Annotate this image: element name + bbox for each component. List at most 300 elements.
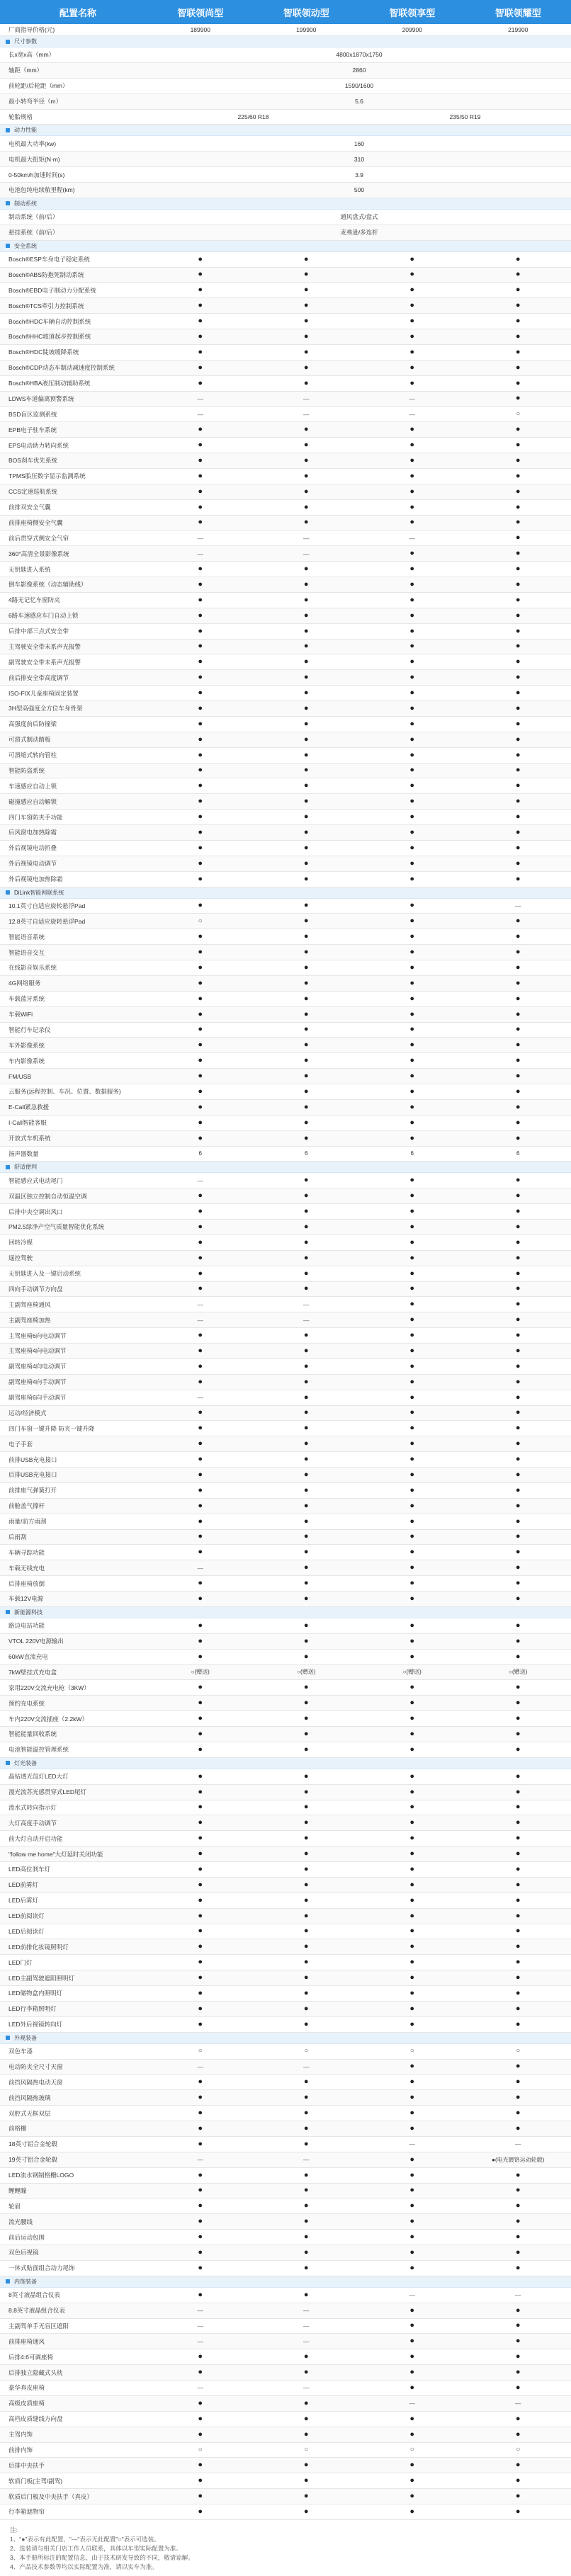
included-dot-icon: ● [409, 2476, 415, 2485]
row-label: 在线影音娱乐系统 [9, 964, 57, 972]
included-dot-icon: ● [515, 2186, 521, 2195]
model-cell [147, 1266, 254, 1281]
model-cell [359, 1499, 465, 1514]
included-dot-icon: ● [409, 978, 415, 987]
cell-value: ○(赠送) [402, 1669, 422, 1676]
model-cell [359, 2427, 465, 2442]
included-dot-icon: ● [198, 766, 203, 775]
included-dot-icon: ● [409, 1942, 415, 1951]
model-cell [147, 1499, 254, 1514]
included-dot-icon: ● [515, 932, 521, 941]
not-included-dash-icon: — [303, 2062, 310, 2070]
included-dot-icon: ● [303, 1621, 309, 1630]
model-cell [147, 2184, 254, 2198]
model-cell [359, 1939, 465, 1954]
section-header [0, 198, 571, 210]
table-row [0, 992, 571, 1007]
included-dot-icon: ● [198, 642, 203, 651]
included-dot-icon: ● [515, 1176, 521, 1185]
model-cell [147, 1742, 254, 1757]
model-cell [254, 2443, 360, 2458]
model-cell [254, 392, 360, 407]
model-cell [254, 407, 360, 421]
included-dot-icon: ● [198, 1331, 203, 1340]
model-cell [359, 1038, 465, 1052]
row-label: LED高位刹车灯 [9, 1866, 51, 1873]
included-dot-icon: ● [198, 2414, 203, 2423]
model-cell [147, 1650, 254, 1664]
included-dot-icon: ● [409, 254, 415, 263]
included-dot-icon: ● [303, 2201, 309, 2211]
model-cell [359, 1147, 465, 1162]
included-dot-icon: ● [515, 1191, 521, 1201]
included-dot-icon: ● [303, 901, 309, 910]
model-cell [147, 2396, 254, 2411]
model-cell [254, 2152, 360, 2167]
row-label: 双色后视镜 [9, 2249, 39, 2257]
table-row [0, 1312, 571, 1328]
included-dot-icon: ● [303, 1331, 309, 1340]
included-dot-icon: ● [198, 1729, 203, 1738]
row-label: 路边电站功能 [9, 1622, 45, 1630]
included-dot-icon: ● [409, 378, 415, 387]
table-row [0, 748, 571, 764]
included-dot-icon: ● [303, 1237, 309, 1247]
row-label: 厂商指导价格(元) [9, 26, 55, 33]
included-dot-icon: ● [303, 1377, 309, 1386]
not-included-dash-icon: — [303, 534, 310, 542]
included-dot-icon: ● [515, 285, 521, 295]
table-row [0, 1053, 571, 1069]
row-label: LED储物盒内照明灯 [9, 1990, 63, 1997]
model-cell [254, 1375, 360, 1390]
table-row [0, 2381, 571, 2396]
model-cell [147, 2214, 254, 2229]
model-cell [147, 1220, 254, 1235]
included-dot-icon: ● [515, 2004, 521, 2013]
included-dot-icon: ● [198, 1532, 203, 1541]
included-dot-icon: ● [303, 455, 309, 465]
row-label: 软质后门板及中央扶手（真皮） [9, 2492, 94, 2500]
model-cell [147, 1421, 254, 1436]
model-cell [147, 2303, 254, 2318]
model-cell [147, 764, 254, 778]
section-marker-icon [6, 244, 10, 248]
model-cell [147, 701, 254, 716]
model-cell [254, 593, 360, 608]
model-cell [254, 1452, 360, 1467]
included-dot-icon: ● [409, 1698, 415, 1708]
included-dot-icon: ● [515, 2414, 521, 2423]
model-cell [254, 1986, 360, 2001]
table-row [0, 562, 571, 577]
included-dot-icon: ● [303, 719, 309, 728]
table-row [0, 1344, 571, 1359]
included-dot-icon: ● [515, 1485, 521, 1494]
included-dot-icon: ● [198, 1086, 203, 1096]
model-cell [359, 577, 465, 592]
model-cell [465, 1862, 571, 1877]
included-dot-icon: ● [515, 1392, 521, 1402]
model-cell [147, 1846, 254, 1861]
model-cell [359, 872, 465, 887]
model-cell [147, 2044, 254, 2059]
model-cell [465, 2489, 571, 2504]
model-cell [254, 1955, 360, 1970]
included-dot-icon: ● [409, 858, 415, 868]
model-cell [254, 1878, 360, 1893]
footnote-line: 3、本手册所标注的配置信息，由于技术研发导致的不同，敬请谅解。 [10, 2553, 194, 2561]
section-header [0, 2033, 571, 2044]
model-cell [254, 701, 360, 716]
model-cell [359, 1785, 465, 1800]
model-cell [147, 1939, 254, 1954]
optional-ring-icon: ○ [409, 2047, 414, 2055]
table-row [0, 1970, 571, 1986]
model-cell [147, 2288, 254, 2303]
model-cell [254, 2261, 360, 2276]
table-row [0, 778, 571, 794]
table-row [0, 298, 571, 314]
model-cell [254, 624, 360, 639]
model-cell [147, 1831, 254, 1846]
model-cell [147, 1131, 254, 1146]
model-cell [465, 2121, 571, 2136]
model-cell [254, 1328, 360, 1343]
model-cell [465, 1846, 571, 1861]
row-label: Bosch®ABS防抱死制动系统 [9, 271, 84, 278]
included-dot-icon: ● [198, 471, 203, 480]
model-cell [147, 2090, 254, 2105]
not-included-dash-icon: — [303, 2156, 310, 2164]
model-cell [465, 976, 571, 991]
table-row [0, 167, 571, 183]
model-cell [147, 2473, 254, 2488]
section-marker-icon [6, 2279, 10, 2283]
table-row [0, 654, 571, 670]
included-dot-icon: ● [409, 781, 415, 790]
cell-value: ○(赠送) [191, 1669, 210, 1676]
included-dot-icon: ● [515, 1056, 521, 1065]
included-dot-icon: ● [303, 2217, 309, 2226]
included-dot-icon: ● [198, 579, 203, 589]
included-dot-icon: ● [303, 1102, 309, 1111]
footnote-line: 4、产品技术参数等均以实际配置为准，请以实车为准。 [10, 2563, 158, 2570]
model-cell [359, 841, 465, 856]
included-dot-icon: ● [303, 1532, 309, 1541]
included-dot-icon: ● [303, 425, 309, 434]
included-dot-icon: ● [198, 611, 203, 620]
model-cell [254, 1116, 360, 1130]
model-cell [147, 1618, 254, 1633]
model-cell [147, 2334, 254, 2349]
model-cell [359, 608, 465, 623]
included-dot-icon: ● [515, 1331, 521, 1340]
model-cell [465, 2106, 571, 2121]
row-label: 3H型高强度全方位车身骨架 [9, 705, 83, 713]
section-marker-icon [6, 40, 10, 44]
not-included-dash-icon: — [409, 2291, 415, 2299]
model-cell [147, 856, 254, 871]
table-row [0, 530, 571, 546]
included-dot-icon: ● [198, 1361, 203, 1371]
included-dot-icon: ● [515, 1455, 521, 1464]
included-dot-icon: ● [303, 1698, 309, 1708]
model-cell [254, 1665, 360, 1680]
model-cell [147, 252, 254, 267]
section-header [0, 2276, 571, 2288]
table-row [0, 2489, 571, 2504]
row-label: 主副驾座椅通风 [9, 1300, 51, 1308]
included-dot-icon: ● [515, 2429, 521, 2439]
half-span-value: 225/60 R18 [237, 113, 269, 120]
row-label: 智能防盗系统 [9, 766, 45, 774]
row-label: 前排座椅侧安全气囊 [9, 518, 63, 526]
model-cell [147, 1560, 254, 1575]
model-cell [359, 2137, 465, 2152]
included-dot-icon: ● [198, 626, 203, 635]
included-dot-icon: ● [515, 394, 521, 403]
included-dot-icon: ● [198, 1009, 203, 1019]
table-row [0, 1147, 571, 1162]
table-row [0, 701, 571, 717]
model-cell [465, 1266, 571, 1281]
model-cell [465, 1970, 571, 1985]
model-cell [147, 1251, 254, 1266]
table-row [0, 670, 571, 686]
included-dot-icon: ● [515, 657, 521, 666]
model-cell [465, 778, 571, 793]
model-cell [147, 392, 254, 407]
included-dot-icon: ● [198, 812, 203, 822]
row-label: 副驾座椅4向电动调节 [9, 1363, 67, 1371]
model-cell [465, 841, 571, 856]
model-cell [465, 2137, 571, 2152]
model-cell [147, 1297, 254, 1312]
included-dot-icon: ● [198, 657, 203, 666]
section-header [0, 887, 571, 899]
included-dot-icon: ● [515, 874, 521, 883]
model-cell [359, 1359, 465, 1374]
model-cell [254, 1650, 360, 1664]
model-cell [465, 1100, 571, 1115]
model-cell [359, 516, 465, 530]
model-cell [359, 314, 465, 329]
section-header [0, 1162, 571, 1173]
included-dot-icon: ● [409, 455, 415, 465]
included-dot-icon: ● [198, 301, 203, 310]
row-label: LED后阅读灯 [9, 1927, 45, 1935]
model-cell [465, 686, 571, 700]
cell-value: 6 [516, 1150, 520, 1157]
model-cell [254, 453, 360, 468]
model-cell [254, 1406, 360, 1421]
included-dot-icon: ● [409, 1222, 415, 1231]
row-label: 智能语音系统 [9, 933, 45, 941]
table-row [0, 1007, 571, 1023]
table-row [0, 1023, 571, 1038]
model-cell [465, 1235, 571, 1250]
model-cell [359, 1986, 465, 2001]
model-cell [465, 2334, 571, 2349]
included-dot-icon: ● [409, 487, 415, 496]
table-row [0, 1084, 571, 1100]
included-dot-icon: ● [303, 1683, 309, 1692]
row-label: 制动系统（前/后） [9, 213, 59, 221]
not-included-dash-icon: — [197, 2307, 203, 2315]
model-cell [465, 825, 571, 840]
included-dot-icon: ● [198, 978, 203, 987]
not-included-dash-icon: — [409, 395, 415, 402]
model-cell [147, 407, 254, 421]
included-dot-icon: ● [198, 1942, 203, 1951]
included-dot-icon: ● [198, 1864, 203, 1873]
included-dot-icon: ● [303, 1834, 309, 1843]
included-dot-icon: ● [409, 2155, 415, 2164]
included-dot-icon: ● [303, 1652, 309, 1661]
included-dot-icon: ● [515, 2170, 521, 2179]
model-cell [254, 1131, 360, 1146]
included-dot-icon: ● [303, 471, 309, 480]
included-dot-icon: ● [515, 2507, 521, 2516]
included-dot-icon: ● [303, 579, 309, 589]
model-cell [359, 992, 465, 1006]
included-dot-icon: ● [303, 1579, 309, 1588]
model-cell [254, 654, 360, 669]
table-row [0, 2121, 571, 2137]
table-row [0, 2458, 571, 2473]
model-cell [147, 670, 254, 685]
model-cell [465, 283, 571, 297]
included-dot-icon: ● [515, 1787, 521, 1796]
model-cell [147, 1545, 254, 1560]
row-label: 双温区独立控制自动恒温空调 [9, 1192, 87, 1200]
included-dot-icon: ● [515, 1133, 521, 1142]
model-cell [147, 438, 254, 453]
included-dot-icon: ● [198, 1714, 203, 1723]
row-label: LED行李箱照明灯 [9, 2005, 57, 2013]
model-cell [465, 1023, 571, 1038]
included-dot-icon: ● [409, 2247, 415, 2257]
table-row [0, 438, 571, 453]
model-cell [465, 1220, 571, 1235]
included-dot-icon: ● [303, 611, 309, 620]
model-cell [254, 298, 360, 313]
model-cell [254, 345, 360, 360]
model-cell [359, 2184, 465, 2198]
included-dot-icon: ● [303, 1485, 309, 1494]
included-dot-icon: ● [515, 564, 521, 574]
model-cell [147, 1862, 254, 1877]
included-dot-icon: ● [303, 978, 309, 987]
included-dot-icon: ● [303, 1191, 309, 1201]
model-cell [359, 764, 465, 778]
model-cell [465, 2090, 571, 2105]
row-label: LED后雾灯 [9, 1897, 39, 1905]
included-dot-icon: ● [303, 595, 309, 604]
section-marker-icon [6, 890, 10, 895]
row-label: 长x宽x高（mm） [9, 51, 55, 59]
spanning-value: 500 [354, 186, 365, 194]
model-cell [147, 1204, 254, 1219]
included-dot-icon: ● [198, 1346, 203, 1355]
row-label: 车外影像系统 [9, 1041, 45, 1049]
model-cell [147, 2198, 254, 2213]
row-label: 轮眉 [9, 2202, 21, 2210]
included-dot-icon: ● [409, 2232, 415, 2242]
table-row [0, 2365, 571, 2381]
model-cell [465, 1375, 571, 1390]
included-dot-icon: ● [303, 1942, 309, 1951]
included-dot-icon: ● [198, 1652, 203, 1661]
table-row [0, 1878, 571, 1893]
included-dot-icon: ● [515, 2123, 521, 2133]
included-dot-icon: ● [303, 2247, 309, 2257]
model-cell [465, 1344, 571, 1358]
row-label: 前挡风隔热电动天窗 [9, 2078, 63, 2086]
model-cell [254, 2137, 360, 2152]
model-cell [359, 1924, 465, 1939]
model-cell [359, 717, 465, 732]
included-dot-icon: ● [198, 2476, 203, 2485]
included-dot-icon: ● [515, 549, 521, 558]
model-cell [465, 2075, 571, 2089]
model-cell [465, 2060, 571, 2075]
included-dot-icon: ● [409, 1532, 415, 1541]
included-dot-icon: ● [303, 2004, 309, 2013]
table-row [0, 1390, 571, 1406]
included-dot-icon: ● [303, 1911, 309, 1920]
model-cell [359, 1220, 465, 1235]
model-cell [147, 577, 254, 592]
row-label: BSD盲区监测系统 [9, 410, 57, 418]
model-cell [465, 1785, 571, 1800]
included-dot-icon: ● [515, 1698, 521, 1708]
included-dot-icon: ● [515, 2368, 521, 2377]
not-included-dash-icon: — [197, 395, 203, 402]
included-dot-icon: ● [515, 812, 521, 822]
model-cell [465, 640, 571, 654]
model-cell [359, 1560, 465, 1575]
model-cell [359, 1266, 465, 1281]
row-label: 前轮距/后轮距（mm） [9, 82, 69, 90]
row-label: 后排座椅放倒 [9, 1579, 45, 1587]
model-cell [147, 1390, 254, 1405]
included-dot-icon: ● [198, 2352, 203, 2361]
model-cell [465, 1545, 571, 1560]
row-label: 无钥匙进入系统 [9, 565, 51, 573]
row-label: 四向手动调节方向盘 [9, 1285, 63, 1293]
included-dot-icon: ● [409, 2109, 415, 2118]
included-dot-icon: ● [409, 1191, 415, 1201]
included-dot-icon: ● [409, 932, 415, 941]
included-dot-icon: ● [515, 2201, 521, 2211]
included-dot-icon: ● [409, 1501, 415, 1510]
included-dot-icon: ● [303, 2123, 309, 2133]
model-cell [465, 593, 571, 608]
model-cell [359, 2303, 465, 2318]
included-dot-icon: ● [303, 1988, 309, 1997]
included-dot-icon: ● [515, 1086, 521, 1096]
model-cell [465, 1815, 571, 1830]
included-dot-icon: ● [303, 781, 309, 790]
included-dot-icon: ● [409, 1284, 415, 1293]
model-cell [465, 1711, 571, 1726]
included-dot-icon: ● [409, 1086, 415, 1096]
included-dot-icon: ● [198, 1787, 203, 1796]
row-label: 扬声器数量 [9, 1150, 39, 1157]
included-dot-icon: ● [198, 2368, 203, 2377]
